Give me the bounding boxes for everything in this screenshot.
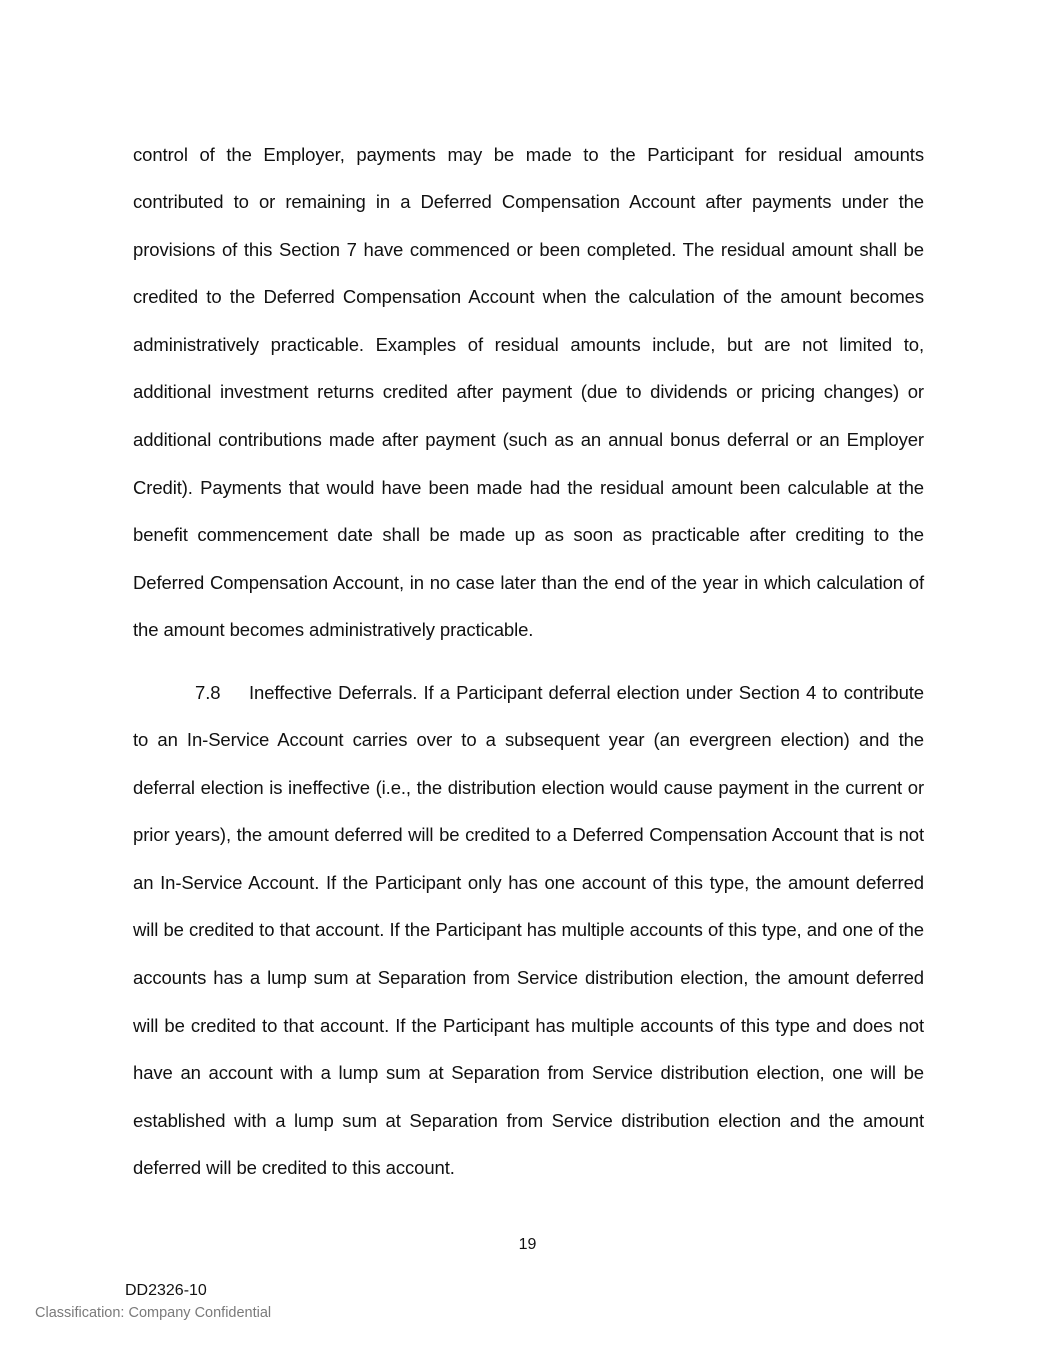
document-code: DD2326-10 [125, 1282, 207, 1299]
paragraph-ineffective-deferrals [133, 669, 924, 1193]
paragraph-residual-amounts: control of the Employer, payments may be made to the Participant for residual amounts contributed to or remaining in a Deferred Compensation Account after payments under the provisions of this Section 7 have commenced or been completed. The residual amount shall be credited to the Deferred Compensation Account when the calculation of the amount becomes administratively practicable. Examples of residual amounts include, but are not limited to, additional investment returns credited after payment (due to dividends or pricing changes) or additional contributions made after payment (such as an annual bonus deferral or an Employer Credit). Payments that would have been made had the residual amount been calculable at the benefit commencement date shall be made up as soon as practicable after crediting to the Deferred Compensation Account, in no case later than the end of the year in which calculation of the amount becomes administratively practicable. [133, 143, 924, 641]
page-number: 19 [518, 1236, 537, 1253]
section-heading: Ineffective Deferrals. [249, 681, 418, 703]
classification-label: Classification: Company Confidential [35, 1305, 272, 1321]
section-number: 7.8 [195, 681, 221, 703]
section-text: If a Participant deferral election under Section 4 to contribute to an In-Service Account carries over to a subsequent year (an evergreen election) and the deferral election is ineffective (i.e., the distribution election would cause payment in the current or prior years), the amount deferred will be credited to a Deferred Compensation Account that is not an In-Service Account. If the Participant only has one account of this type, the amount deferred will be credited to that account. If the Participant has multiple accounts of this type, and one of the accounts has a lump sum at Separation from Service distribution election, the amount deferred will be credited to that account. If the Participant has multiple accounts of this type and does not have an account with a lump sum at Separation from Service distribution election, one will be established with a lump sum at Separation from Service distribution election and the amount deferred will be credited to this account. [133, 681, 924, 1179]
